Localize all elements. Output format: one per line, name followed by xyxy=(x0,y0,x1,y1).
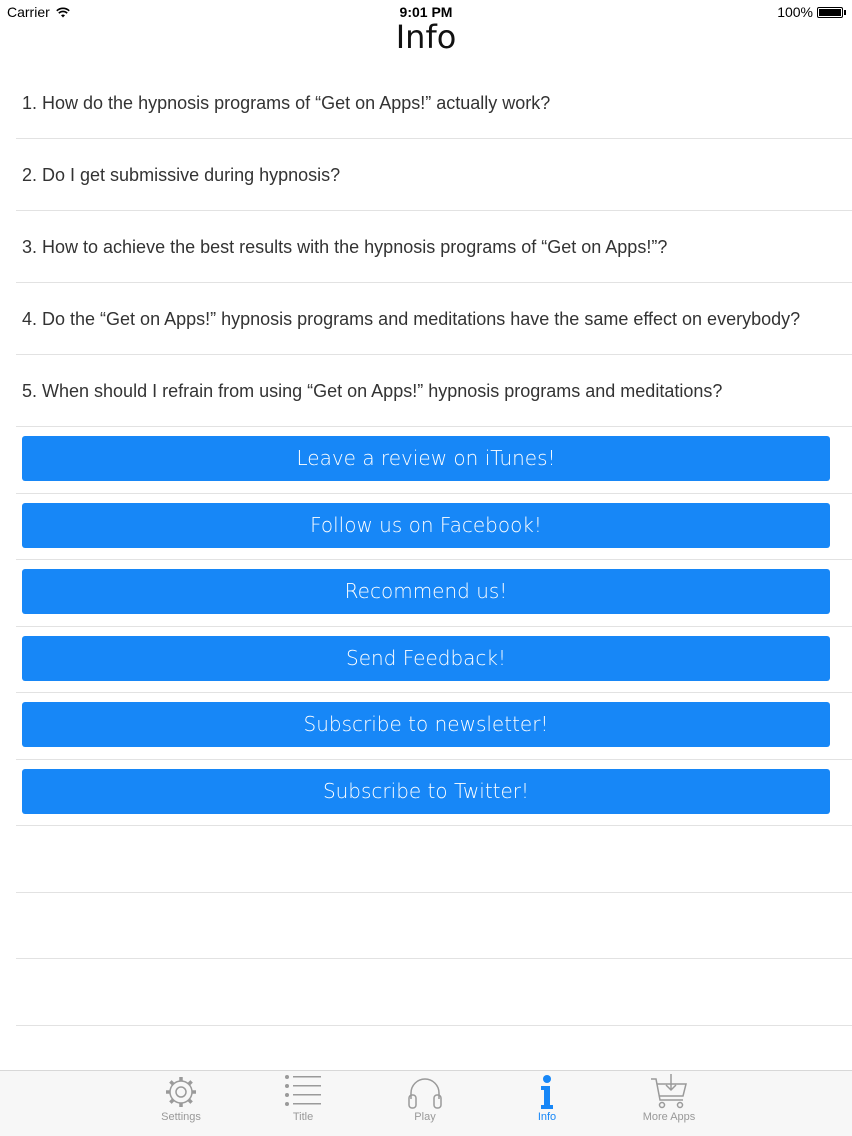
faq-question-5: 5. When should I refrain from using “Get on Apps!” hypnosis programs and meditations? xyxy=(22,381,723,401)
gear-icon xyxy=(161,1073,201,1111)
review-itunes-button[interactable]: Leave a review on iTunes! xyxy=(22,436,830,481)
faq-row-3[interactable] xyxy=(16,211,852,283)
status-time: 9:01 PM xyxy=(399,4,453,20)
subscribe-newsletter-button[interactable]: Subscribe to newsletter! xyxy=(22,702,830,747)
faq-row-2[interactable] xyxy=(16,139,852,211)
info-list xyxy=(0,67,852,1026)
battery-percent: 100% xyxy=(777,4,813,20)
cart-icon xyxy=(647,1073,691,1111)
page-title: Info xyxy=(395,18,457,56)
follow-facebook-button[interactable]: Follow us on Facebook! xyxy=(22,503,830,548)
faq-row-4[interactable] xyxy=(16,283,852,355)
button-row xyxy=(16,627,852,694)
faq-question-3: 3. How to achieve the best results with the hypnosis programs of “Get on Apps!”? xyxy=(22,237,668,257)
tab-play[interactable] xyxy=(380,1071,470,1135)
tab-label-title: Title xyxy=(292,1111,314,1123)
battery-icon xyxy=(817,7,843,18)
empty-row xyxy=(16,826,852,893)
tab-title[interactable] xyxy=(258,1071,348,1135)
button-row xyxy=(16,494,852,561)
button-row xyxy=(16,427,852,494)
empty-row xyxy=(16,959,852,1026)
list-icon xyxy=(281,1073,325,1111)
faq-question-1: 1. How do the hypnosis programs of “Get on Apps!” actually work? xyxy=(22,93,551,113)
empty-row xyxy=(16,893,852,960)
tab-more-apps[interactable] xyxy=(624,1071,714,1135)
tab-label-info: Info xyxy=(537,1111,557,1123)
tab-bar xyxy=(0,1070,852,1136)
button-row xyxy=(16,560,852,627)
tab-label-play: Play xyxy=(414,1111,436,1123)
tab-info[interactable] xyxy=(502,1071,592,1135)
carrier-label: Carrier xyxy=(7,4,50,20)
faq-row-1[interactable] xyxy=(16,67,852,139)
button-row xyxy=(16,693,852,760)
send-feedback-button[interactable]: Send Feedback! xyxy=(22,636,830,681)
tab-settings[interactable] xyxy=(136,1071,226,1135)
recommend-button[interactable]: Recommend us! xyxy=(22,569,830,614)
faq-question-4: 4. Do the “Get on Apps!” hypnosis programs and meditations have the same effect on everybody? xyxy=(22,309,801,329)
faq-question-2: 2. Do I get submissive during hypnosis? xyxy=(22,165,341,185)
tab-label-more-apps: More Apps xyxy=(642,1111,696,1123)
faq-row-5[interactable] xyxy=(16,355,852,427)
headphones-icon xyxy=(405,1073,445,1111)
info-icon xyxy=(527,1073,567,1111)
button-row xyxy=(16,760,852,827)
subscribe-twitter-button[interactable]: Subscribe to Twitter! xyxy=(22,769,830,814)
tab-label-settings: Settings xyxy=(161,1111,201,1123)
